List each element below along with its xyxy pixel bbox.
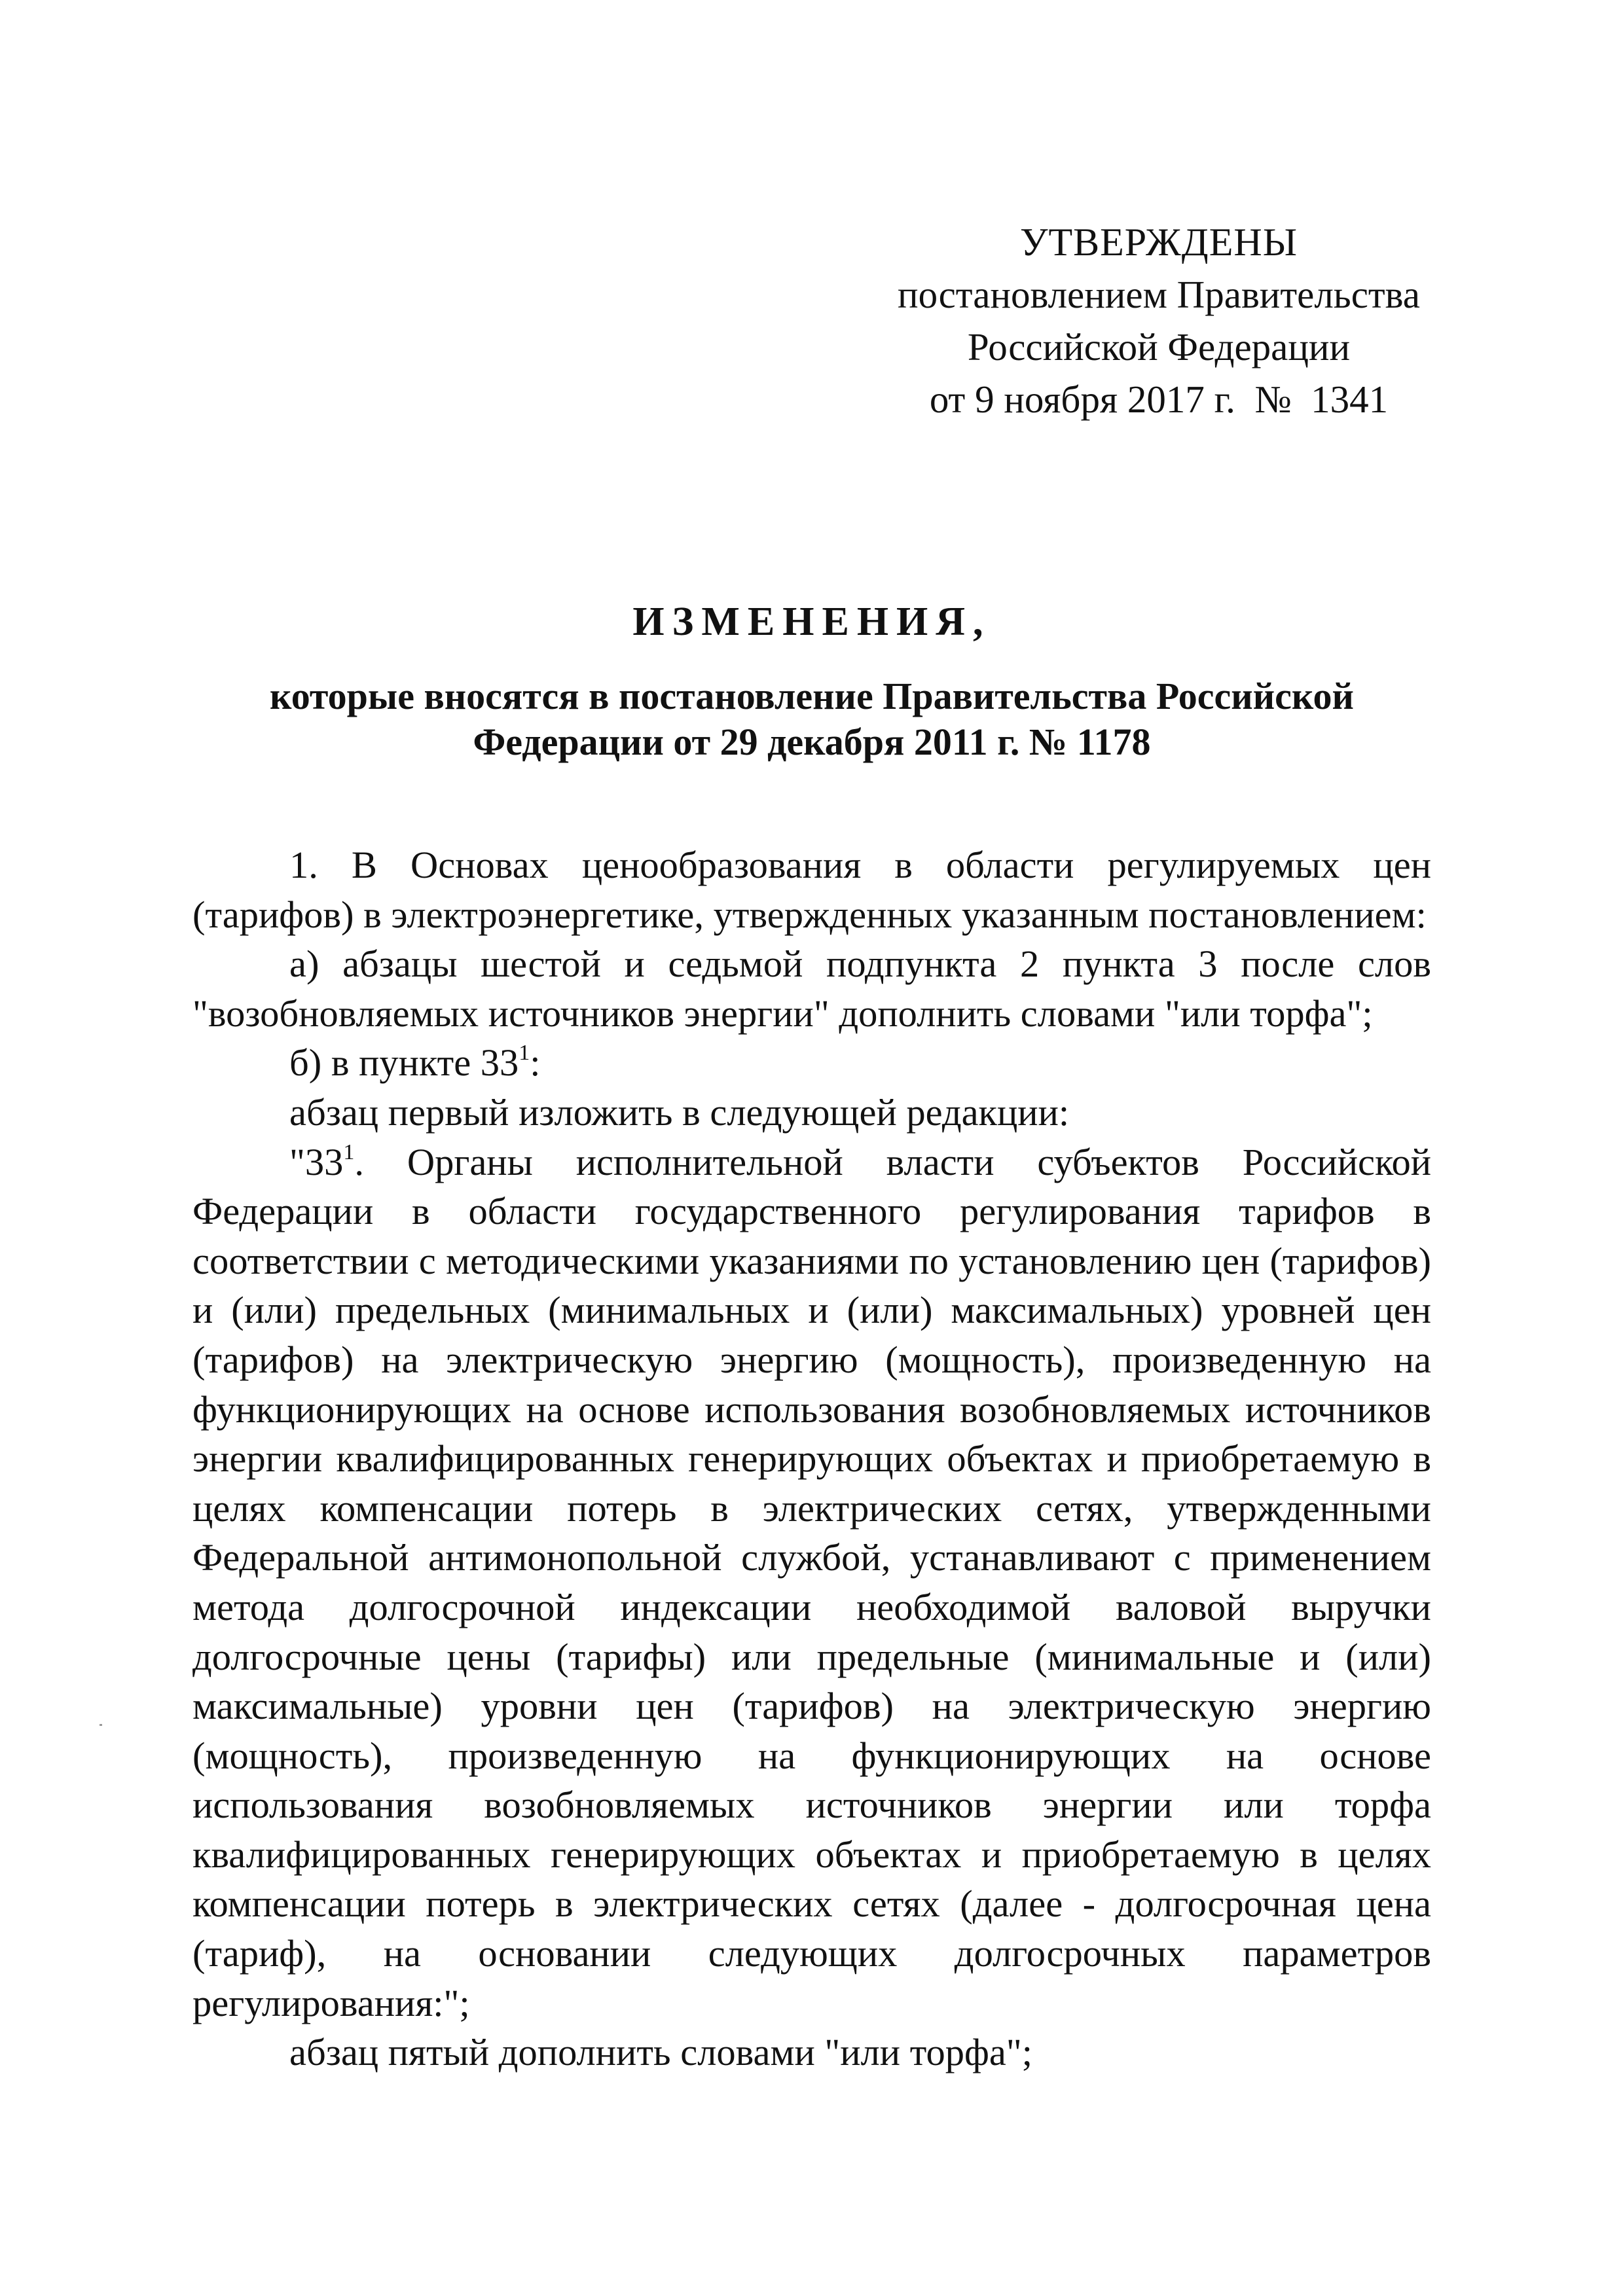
body-line-22: компенсации потерь в электрических сетях (далее - долгосрочная цена [192,1882,1431,1926]
body-line-7-superscript: 1 [343,1139,355,1164]
heading-subtitle-line-2: Федерации от 29 декабря 2011 г. № 1178 [473,721,1151,763]
body-line-5-text: б) в пункте 33 [289,1041,519,1085]
body-line-4: "возобновляемых источников энергии" дополнить словами "или торфа"; [192,992,1373,1035]
body-line-7 [192,1138,1431,1187]
body-line-21: квалифицированных генерирующих объектах и приобретаемую в целях [192,1833,1431,1876]
body-line-23: (тариф), на основании следующих долгосрочных параметров [192,1932,1431,1975]
scan-speck [100,1724,102,1726]
body-line-9: соответствии с методическими указаниями по установлению цен (тарифов) [192,1239,1431,1282]
approval-stamp [871,216,1447,425]
approval-line-2: Российской Федерации [967,325,1351,368]
body-line-25: абзац пятый дополнить словами "или торфа"; [289,2031,1033,2074]
heading-subtitle [192,673,1431,765]
approval-date-line: от 9 ноября 2017 г. № 1341 [929,378,1389,421]
body-line-17: долгосрочные цены (тарифы) или предельные (минимальные и (или) [192,1635,1431,1678]
body-line-14: целях компенсации потерь в электрических сетях, утвержденными [192,1486,1431,1530]
heading-subtitle-line-1: которые вносятся в постановление Правительства Российской [270,675,1354,717]
body-line-8: Федерации в области государственного регулирования тарифов в [192,1190,1431,1233]
body-line-2: (тарифов) в электроэнергетике, утвержденных указанным постановлением: [192,893,1427,936]
body-line-3: а) абзацы шестой и седьмой подпункта 2 пункта 3 после слов [289,942,1431,986]
body-line-10: и (или) предельных (минимальных и (или) максимальных) уровней цен [192,1289,1431,1332]
body-line-5-superscript: 1 [519,1041,530,1066]
body-line-7-text: "33 [289,1140,344,1183]
body-line-20: использования возобновляемых источников энергии или торфа [192,1784,1431,1827]
body-line-12: функционирующих на основе использования возобновляемых источников [192,1388,1431,1431]
body-line-19: (мощность), произведенную на функционирующих на основе [192,1734,1431,1777]
document-heading [192,592,1431,765]
body-line-16: метода долгосрочной индексации необходимой валовой выручки [192,1585,1431,1628]
body-line-18: максимальные) уровни цен (тарифов) на электрическую энергию [192,1685,1431,1728]
body-line-7-tail: . Органы исполнительной власти субъектов Российской [354,1140,1431,1183]
body-line-24: регулирования:"; [192,1981,470,2024]
document-body [192,840,1431,2077]
approval-title: УТВЕРЖДЕНЫ [1019,221,1298,264]
body-line-1: 1. В Основах ценообразования в области регулируемых цен [289,844,1431,886]
body-line-5 [192,1038,1431,1088]
heading-title: ИЗМЕНЕНИЯ, [632,600,991,644]
body-line-5-tail: : [530,1041,541,1085]
approval-line-1: постановлением Правительства [898,273,1420,316]
body-line-6: абзац первый изложить в следующей редакции: [289,1090,1070,1134]
body-line-15: Федеральной антимонопольной службой, устанавливают с применением [192,1536,1431,1579]
body-line-11: (тарифов) на электрическую энергию (мощность), произведенную на [192,1338,1431,1381]
body-line-13: энергии квалифицированных генерирующих объектах и приобретаемую в [192,1437,1431,1480]
